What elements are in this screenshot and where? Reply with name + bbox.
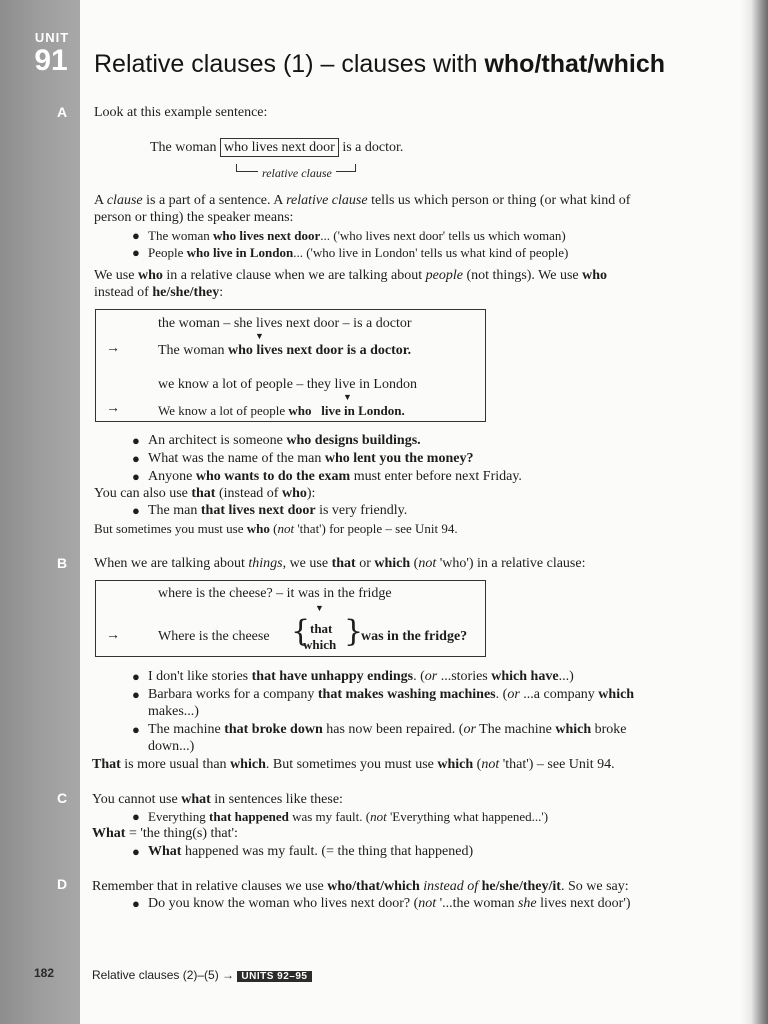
- section-d-intro: Remember that in relative clauses we use who/that/which instead of he/she/they/it. So we say:: [92, 879, 629, 894]
- unit-number: 91: [34, 44, 68, 77]
- section-b-intro: When we are talking about things, we use that or which (not 'who') in a relative clause:: [94, 556, 586, 571]
- bullet-icon: ●: [132, 722, 140, 737]
- bullet-icon: ●: [132, 433, 140, 448]
- right-arrow-icon: →: [106, 341, 120, 356]
- down-arrow-icon: ▼: [315, 603, 324, 613]
- note-b: That is more usual than which. But sometimes you must use which (not 'that') – see Unit 94.: [92, 757, 615, 772]
- box-b-line-2: Where is the cheese: [158, 629, 270, 644]
- section-marker-a: A: [56, 104, 68, 120]
- page-title: [94, 50, 665, 79]
- example-d-1: Do you know the woman who lives next door? (not '...the woman she lives next door'): [148, 896, 631, 911]
- box-a-line-1: the woman – she lives next door – is a doctor: [158, 316, 412, 331]
- footer-cross-reference: [92, 968, 312, 982]
- right-brace: }: [344, 614, 364, 649]
- example-b-2: Barbara works for a company that makes washing machines. (or ...a company which: [148, 687, 635, 702]
- example-c-2: What happened was my fault. (= the thing that happened): [148, 844, 474, 859]
- bracket-left: [236, 164, 258, 172]
- example-c-1: Everything that happened was my fault. (not 'Everything what happened...'): [148, 809, 549, 824]
- units-badge: UNITS 92–95: [237, 971, 311, 982]
- bracket-right: [336, 164, 356, 172]
- bullet-icon: ●: [132, 451, 140, 466]
- use-who-line-1: We use who in a relative clause when we are talking about people (not things). We use who: [94, 268, 608, 283]
- what-definition: What = 'the thing(s) that':: [92, 826, 238, 841]
- unit-sidebar: [0, 0, 80, 1024]
- bullet-icon: ●: [132, 896, 140, 911]
- box-b-which: which: [303, 637, 337, 652]
- box-a-line-4: We know a lot of people who live in London.: [158, 403, 405, 418]
- definition-line-2: person or thing) the speaker means:: [94, 210, 294, 225]
- example-a-3: Anyone who wants to do the exam must enter before next Friday.: [148, 469, 522, 484]
- bullet-icon: ●: [132, 669, 140, 684]
- definition-line-1: A clause is a part of a sentence. A relative clause tells us which person or thing (or what kind of: [94, 193, 631, 208]
- bullet-icon: ●: [132, 809, 140, 824]
- page-edge-shadow: [740, 0, 768, 1024]
- example-b-3: The machine that broke down has now been repaired. (or The machine which broke: [148, 722, 627, 737]
- example-a-2: What was the name of the man who lent you the money?: [148, 451, 474, 466]
- box-b-line-1: where is the cheese? – it was in the fridge: [158, 586, 392, 601]
- relative-clause-box: who lives next door: [220, 138, 339, 157]
- bullet-icon: ●: [132, 228, 140, 243]
- box-a-line-3: we know a lot of people – they live in London: [158, 377, 417, 392]
- example-b-3-cont: down...): [148, 739, 195, 754]
- unit-label: UNIT: [34, 30, 70, 45]
- left-brace: {: [291, 614, 311, 649]
- title-bold: who/that/which: [484, 50, 665, 78]
- box-b-that: that: [310, 621, 333, 636]
- right-arrow-icon: →: [106, 628, 120, 643]
- bullet-icon: ●: [132, 503, 140, 518]
- bullet-icon: ●: [132, 245, 140, 260]
- down-arrow-icon: ▼: [343, 392, 352, 402]
- box-b-line-2-end: was in the fridge?: [361, 629, 468, 644]
- bullet-icon: ●: [132, 687, 140, 702]
- bullet-a2: People who live in London... ('who live in London' tells us what kind of people): [148, 245, 569, 260]
- example-b-1: I don't like stories that have unhappy endings. (or ...stories which have...): [148, 669, 574, 684]
- use-who-line-2: instead of he/she/they:: [94, 285, 224, 300]
- relative-clause-label: relative clause: [262, 166, 332, 180]
- box-a-line-2: The woman who lives next door is a doctor.: [158, 343, 412, 358]
- bullet-a1: The woman who lives next door... ('who lives next door' tells us which woman): [148, 228, 566, 243]
- section-a-intro: Look at this example sentence:: [94, 105, 268, 120]
- example-a-4: The man that lives next door is very friendly.: [148, 503, 408, 518]
- example-a-1: An architect is someone who designs buildings.: [148, 433, 421, 448]
- also-use-that: You can also use that (instead of who):: [94, 486, 316, 501]
- down-arrow-icon: ▼: [255, 331, 264, 341]
- bullet-icon: ●: [132, 844, 140, 859]
- section-marker-c: C: [56, 790, 68, 806]
- section-marker-d: D: [56, 876, 68, 892]
- footer-text: Relative clauses (2)–(5) →: [92, 968, 235, 982]
- bullet-icon: ●: [132, 469, 140, 484]
- title-text: Relative clauses (1) – clauses with: [94, 50, 485, 78]
- page-number: 182: [34, 966, 55, 980]
- example-sentence: The woman who lives next door is a doctor.: [150, 140, 404, 155]
- section-c-intro: You cannot use what in sentences like these:: [92, 792, 343, 807]
- right-arrow-icon: →: [106, 401, 120, 416]
- section-marker-b: B: [56, 555, 68, 571]
- note-a: But sometimes you must use who (not 'that') for people – see Unit 94.: [94, 521, 458, 536]
- example-b-2-cont: makes...): [148, 704, 199, 719]
